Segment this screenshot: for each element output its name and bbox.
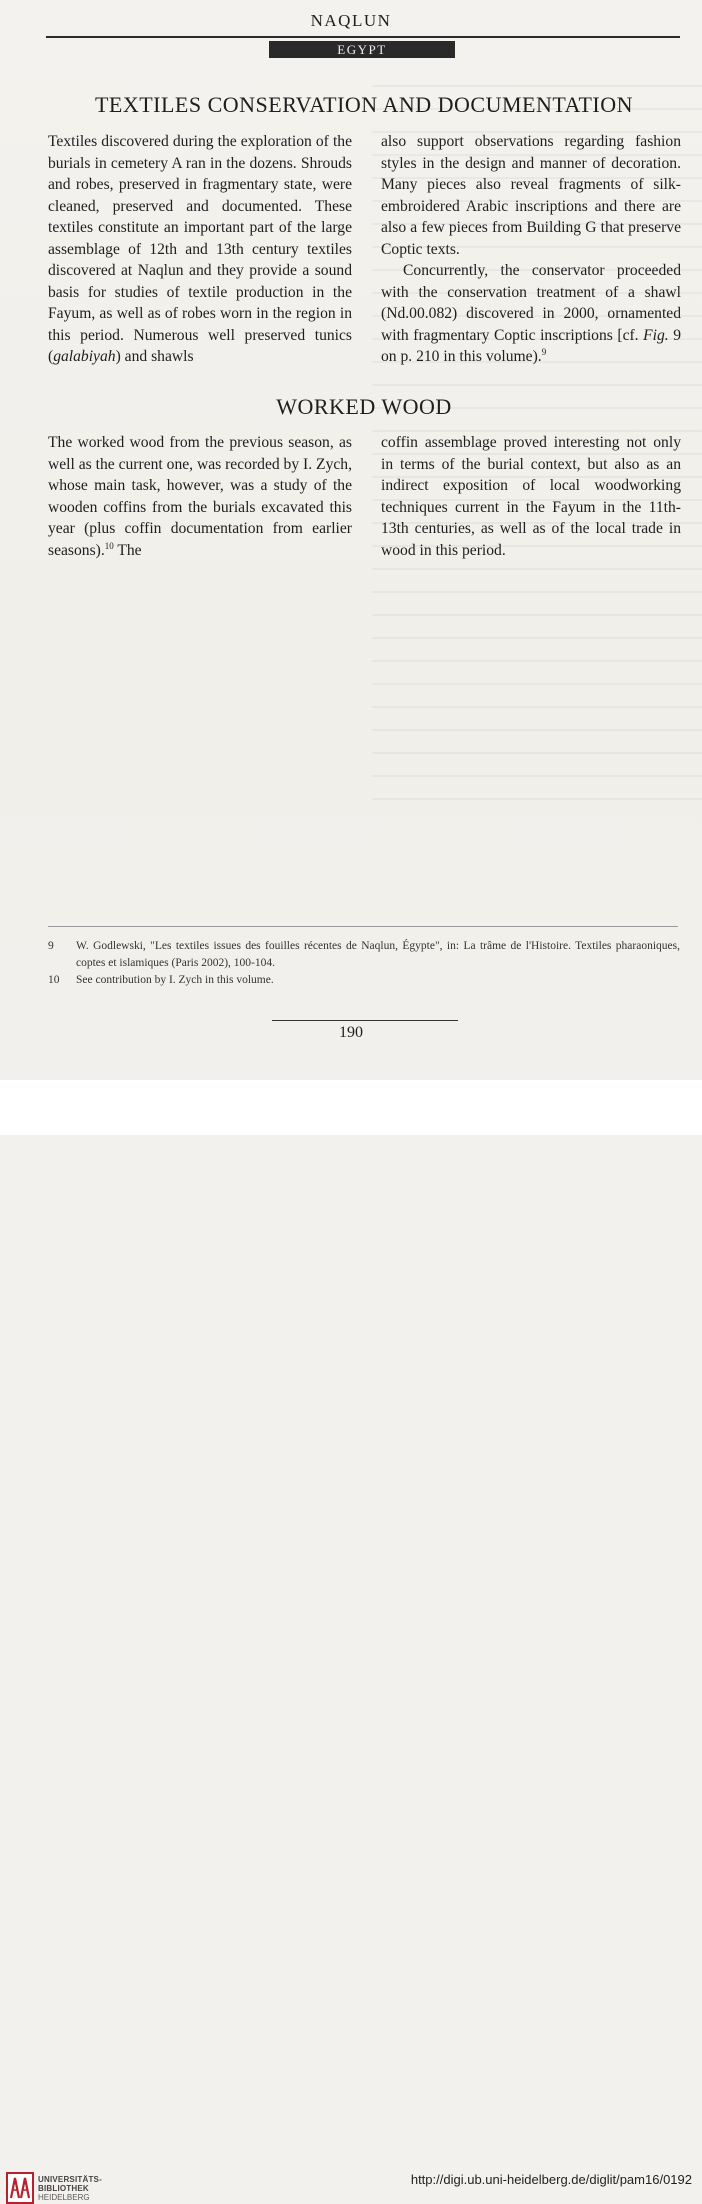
viewer-footer	[0, 1080, 702, 2202]
footnote-ref-9[interactable]: 9	[541, 346, 547, 357]
page-number: 190	[339, 1024, 363, 1041]
scanned-page	[0, 0, 702, 1080]
country-label-bar: EGYPT	[269, 41, 455, 58]
footnote-number: 10	[48, 974, 60, 986]
running-head-title: NAQLUN	[310, 11, 392, 30]
footnote-rule	[48, 926, 678, 927]
wood-left-column: The worked wood from the previous season, as well as the current one, was recorded by I. Zych, whose main task, however, was a study of the wooden coffins from the burials excavated this year (plus coffin documentation from earlier seasons).$^{10}$ The	[48, 434, 352, 559]
textiles-right-paragraph-2: Concurrently, the conservator proceeded with the conservation treatment of a shawl (Nd.00.082) discovered in 2000, ornamented with fragmentary Coptic inscriptions [cf. Fig. 9 on p. 210 in this volume).$^9$	[381, 262, 681, 365]
footnote-ref-10[interactable]: 10	[104, 540, 114, 551]
textiles-left-column: Textiles discovered during the exploration of the burials in cemetery A ran in the dozens. Shrouds and robes, preserved in fragmentary state, were cleaned, preserved and documented. These textiles constitute an important part of the large assemblage of 12th and 13th century textiles discovered at Naqlun and they provide a sound basis for studies of textile production in the Fayum, as well as of robes worn in the region in this period. Numerous well preserved tunics (galabiyah) and shawls	[48, 133, 352, 365]
section-title-textiles: TEXTILES CONSERVATION AND DOCUMENTATION	[94, 92, 634, 117]
footnotes	[48, 938, 680, 989]
footnote-text: W. Godlewski, "Les textiles issues des fouilles récentes de Naqlun, Égypte", in: La trâme de l'Histoire. Textiles pharaoniques, coptes et islamiques (Paris 2002), 100-104.	[76, 940, 680, 969]
library-logo-icon	[6, 2172, 34, 2204]
section-title-worked-wood: WORKED WOOD	[276, 394, 452, 419]
footnote-9	[48, 938, 680, 972]
source-url-link[interactable]: http://digi.ub.uni-heidelberg.de/diglit/pam16/0192	[410, 2172, 692, 2187]
header-rule	[46, 36, 680, 38]
footnote-number: 9	[48, 940, 54, 952]
wood-right-column: coffin assemblage proved interesting not only in terms of the burial context, but also as an indirect exposition of local woodworking techniques current in the Fayum in the 11th-13th centuries, as well as of the local trade in wood in this period.	[381, 434, 681, 559]
library-name: UNIVERSITÄTS- BIBLIOTHEK HEIDELBERG	[38, 2175, 102, 2202]
page-number-rule	[272, 1020, 458, 1021]
footnote-text: See contribution by I. Zych in this volume.	[76, 974, 274, 986]
footnote-10	[48, 972, 680, 989]
textiles-right-paragraph-1: also support observations regarding fashion styles in the design and manner of decoration. Many pieces also reveal fragments of silk-embroidered Arabic inscriptions and there are also a few pieces from Building G that preserve Coptic texts.	[381, 133, 681, 258]
textiles-right-column	[381, 131, 681, 368]
